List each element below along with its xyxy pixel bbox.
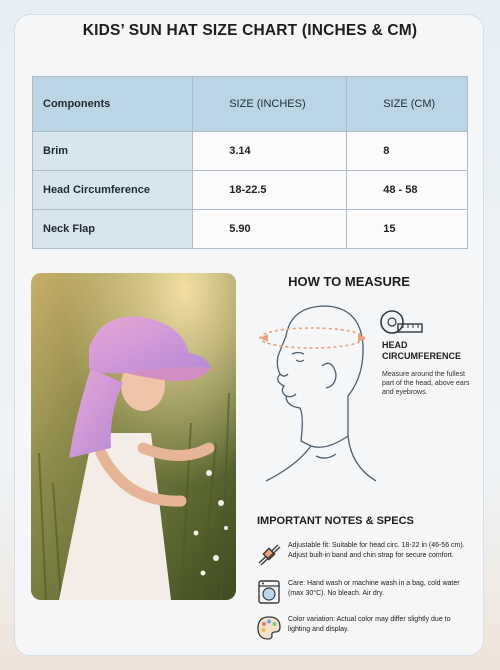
table-row: [33, 132, 468, 171]
row-cm: 8: [347, 132, 468, 171]
row-cm: 15: [347, 210, 468, 249]
note-text: Care: Hand wash or machine wash in a bag, cold water (max 30°C). No bleach. Air dry.: [288, 580, 460, 597]
size-table: [32, 76, 468, 249]
header-size-cm: SIZE (CM): [347, 77, 468, 132]
row-component: Head Circumference: [33, 171, 193, 210]
head-circumference-label: [382, 340, 461, 362]
row-inches: 18-22.5: [193, 171, 347, 210]
measure-description: Measure around the fullest part of the head, above ears and eyebrows.: [382, 371, 470, 396]
table-row: [33, 210, 468, 249]
head-label-line2: CIRCUMFERENCE: [382, 351, 462, 361]
head-label-line1: HEAD: [382, 340, 408, 350]
row-inches: 5.90: [193, 210, 347, 249]
row-component: Neck Flap: [33, 210, 193, 249]
row-inches: 3.14: [193, 132, 347, 171]
notes-title: IMPORTANT NOTES & SPECS: [257, 515, 414, 527]
adjustable-strap-icon: [256, 541, 282, 567]
header-size-inches: SIZE (INCHES): [193, 77, 347, 132]
row-cm: 48 - 58: [347, 171, 468, 210]
how-to-measure-title: HOW TO MEASURE: [288, 274, 410, 289]
header-components: Components: [33, 77, 193, 132]
table-row: [33, 171, 468, 210]
note-text: Adjustable fit: Suitable for head circ. 18-22 in (46-56 cm). Adjust built-in band and chin strap for secure comfort.: [288, 542, 465, 559]
head-diagram-icon: [256, 296, 376, 488]
color-palette-icon: [256, 615, 282, 641]
child-photo: [31, 273, 236, 600]
table-header-row: [33, 77, 468, 132]
tape-measure-icon: [378, 308, 424, 336]
row-component: Brim: [33, 132, 193, 171]
page-title: KIDS’ SUN HAT SIZE CHART (INCHES & CM): [82, 22, 418, 39]
washing-machine-icon: [256, 579, 282, 605]
note-text: Color variation: Actual color may differ slightly due to lighting and display.: [288, 616, 451, 633]
